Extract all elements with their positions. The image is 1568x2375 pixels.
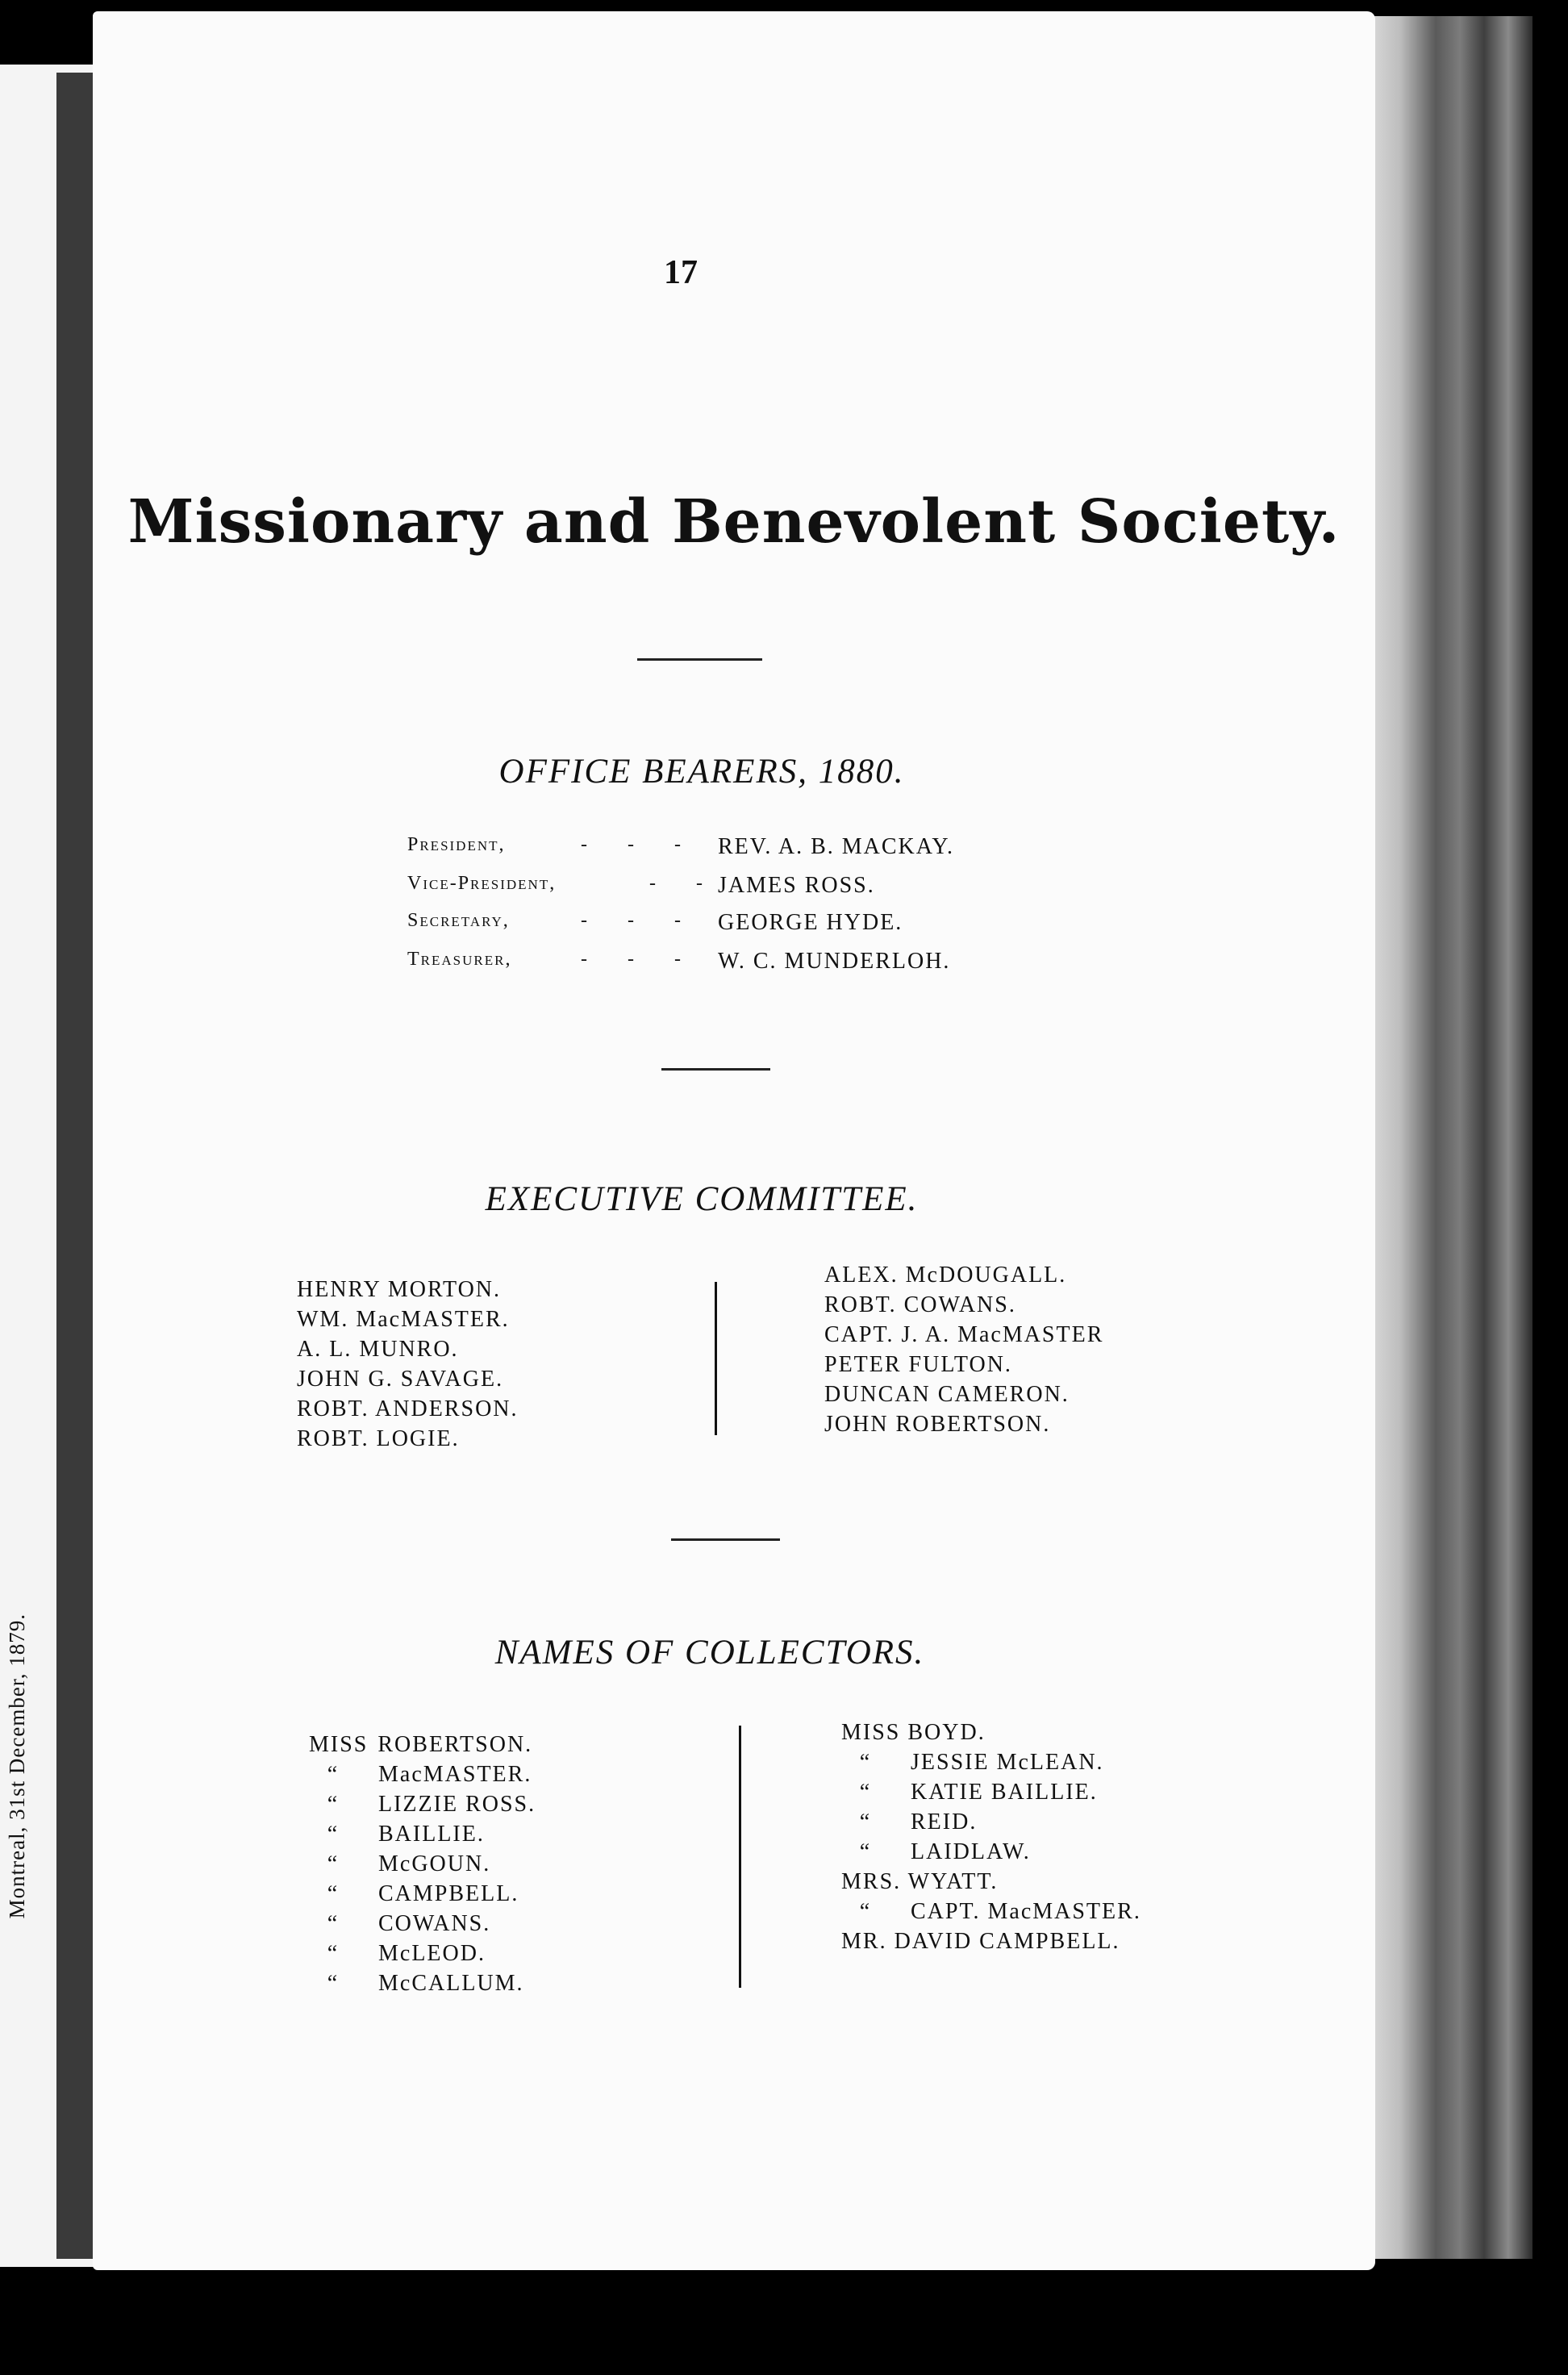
office-name: REV. A. B. MACKAY. bbox=[718, 834, 955, 859]
ditto-mark: “ bbox=[859, 1839, 872, 1864]
committee-member: ROBT. LOGIE. bbox=[297, 1426, 460, 1451]
leader-dots: - - bbox=[649, 873, 720, 894]
office-bearer-row bbox=[407, 834, 1133, 871]
ditto-mark: “ bbox=[327, 1851, 340, 1876]
executive-committee-left-column bbox=[297, 1275, 519, 1454]
collector-entry bbox=[309, 1789, 536, 1819]
collector-entry bbox=[841, 1718, 1141, 1747]
executive-committee-heading: EXECUTIVE COMMITTEE. bbox=[485, 1180, 919, 1218]
collector-entry bbox=[841, 1807, 1141, 1837]
collector-entry bbox=[309, 1879, 536, 1909]
office-role: President, bbox=[407, 834, 506, 855]
divider-rule bbox=[671, 1538, 780, 1541]
side-note: Montreal, 31st December, 1879. bbox=[5, 1613, 29, 1919]
office-name: GEORGE HYDE. bbox=[718, 910, 903, 935]
office-name: W. C. MUNDERLOH. bbox=[718, 949, 951, 974]
collector-entry bbox=[309, 1909, 536, 1939]
book-page-edges bbox=[1371, 16, 1533, 2259]
office-bearer-row bbox=[407, 949, 1133, 986]
collector-entry bbox=[309, 1968, 536, 1998]
collector-entry bbox=[309, 1819, 536, 1849]
office-bearer-row bbox=[407, 910, 1133, 947]
ditto-mark: “ bbox=[859, 1899, 872, 1924]
book-page bbox=[93, 11, 1375, 2270]
collectors-heading: NAMES OF COLLECTORS. bbox=[494, 1634, 925, 1672]
committee-member: PETER FULTON. bbox=[824, 1352, 1012, 1377]
committee-member: ROBT. ANDERSON. bbox=[297, 1396, 519, 1421]
collector-entry bbox=[841, 1926, 1141, 1956]
collector-name: BAILLIE. bbox=[378, 1822, 485, 1847]
collector-name: LAIDLAW. bbox=[911, 1839, 1031, 1864]
leader-dots: - - - bbox=[581, 949, 699, 970]
collector-name: CAMPBELL. bbox=[378, 1881, 519, 1906]
ditto-mark: “ bbox=[327, 1881, 340, 1906]
page-number: 17 bbox=[664, 254, 698, 291]
collector-name: KATIE BAILLIE. bbox=[911, 1780, 1098, 1805]
ditto-mark: “ bbox=[327, 1911, 340, 1936]
collector-name: MRS. WYATT. bbox=[841, 1869, 999, 1894]
collector-entry bbox=[841, 1897, 1141, 1926]
ditto-mark: “ bbox=[859, 1780, 872, 1805]
committee-member: CAPT. J. A. MacMASTER bbox=[824, 1322, 1104, 1347]
divider-rule bbox=[661, 1068, 770, 1071]
committee-member: DUNCAN CAMERON. bbox=[824, 1382, 1070, 1407]
collector-entry bbox=[841, 1837, 1141, 1867]
office-name: JAMES ROSS. bbox=[718, 873, 875, 898]
collector-entry bbox=[841, 1747, 1141, 1777]
collector-entry bbox=[309, 1730, 536, 1759]
collectors-right-column bbox=[841, 1718, 1141, 1956]
ditto-mark: “ bbox=[327, 1971, 340, 1996]
committee-member: JOHN ROBERTSON. bbox=[824, 1412, 1051, 1437]
collector-name: CAPT. MacMASTER. bbox=[911, 1899, 1141, 1924]
ditto-mark: “ bbox=[327, 1762, 340, 1787]
committee-member: JOHN G. SAVAGE. bbox=[297, 1367, 504, 1392]
ditto-mark: MISS bbox=[309, 1732, 369, 1757]
leader-dots: - - - bbox=[581, 910, 699, 931]
column-divider bbox=[739, 1726, 741, 1988]
column-divider bbox=[715, 1282, 717, 1435]
collector-entry bbox=[309, 1849, 536, 1879]
committee-member: WM. MacMASTER. bbox=[297, 1307, 510, 1332]
office-role: Vice-President, bbox=[407, 873, 557, 894]
divider-rule bbox=[637, 658, 762, 661]
ditto-mark: “ bbox=[327, 1822, 340, 1847]
collector-name: MISS BOYD. bbox=[841, 1720, 986, 1745]
collector-name: COWANS. bbox=[378, 1911, 491, 1936]
committee-member: ALEX. McDOUGALL. bbox=[824, 1263, 1067, 1288]
collector-name: McLEOD. bbox=[378, 1941, 486, 1966]
ditto-mark: “ bbox=[327, 1941, 340, 1966]
collector-name: LIZZIE ROSS. bbox=[378, 1792, 536, 1817]
committee-member: ROBT. COWANS. bbox=[824, 1292, 1016, 1317]
ditto-mark: “ bbox=[327, 1792, 340, 1817]
office-bearers-heading: OFFICE BEARERS, 1880. bbox=[498, 753, 905, 791]
collector-entry bbox=[841, 1777, 1141, 1807]
ditto-mark: “ bbox=[859, 1750, 872, 1775]
collector-name: ROBERTSON. bbox=[377, 1732, 533, 1757]
ditto-mark: “ bbox=[859, 1809, 872, 1834]
leader-dots: - - - bbox=[581, 834, 699, 855]
collectors-left-column bbox=[309, 1730, 536, 1998]
office-bearer-row bbox=[407, 873, 1133, 910]
committee-member: A. L. MUNRO. bbox=[297, 1337, 459, 1362]
collector-name: MR. DAVID CAMPBELL. bbox=[841, 1929, 1120, 1954]
collector-entry bbox=[841, 1867, 1141, 1897]
collector-entry bbox=[309, 1759, 536, 1789]
collector-name: JESSIE McLEAN. bbox=[911, 1750, 1104, 1775]
page-title: Missionary and Benevolent Society. bbox=[127, 487, 1341, 557]
collector-entry bbox=[309, 1939, 536, 1968]
office-role: Secretary, bbox=[407, 910, 510, 931]
executive-committee-right-column bbox=[824, 1260, 1103, 1439]
collector-name: McCALLUM. bbox=[378, 1971, 524, 1996]
office-role: Treasurer, bbox=[407, 949, 512, 970]
committee-member: HENRY MORTON. bbox=[297, 1277, 502, 1302]
collector-name: McGOUN. bbox=[378, 1851, 491, 1876]
collector-name: REID. bbox=[911, 1809, 978, 1834]
collector-name: MacMASTER. bbox=[378, 1762, 532, 1787]
